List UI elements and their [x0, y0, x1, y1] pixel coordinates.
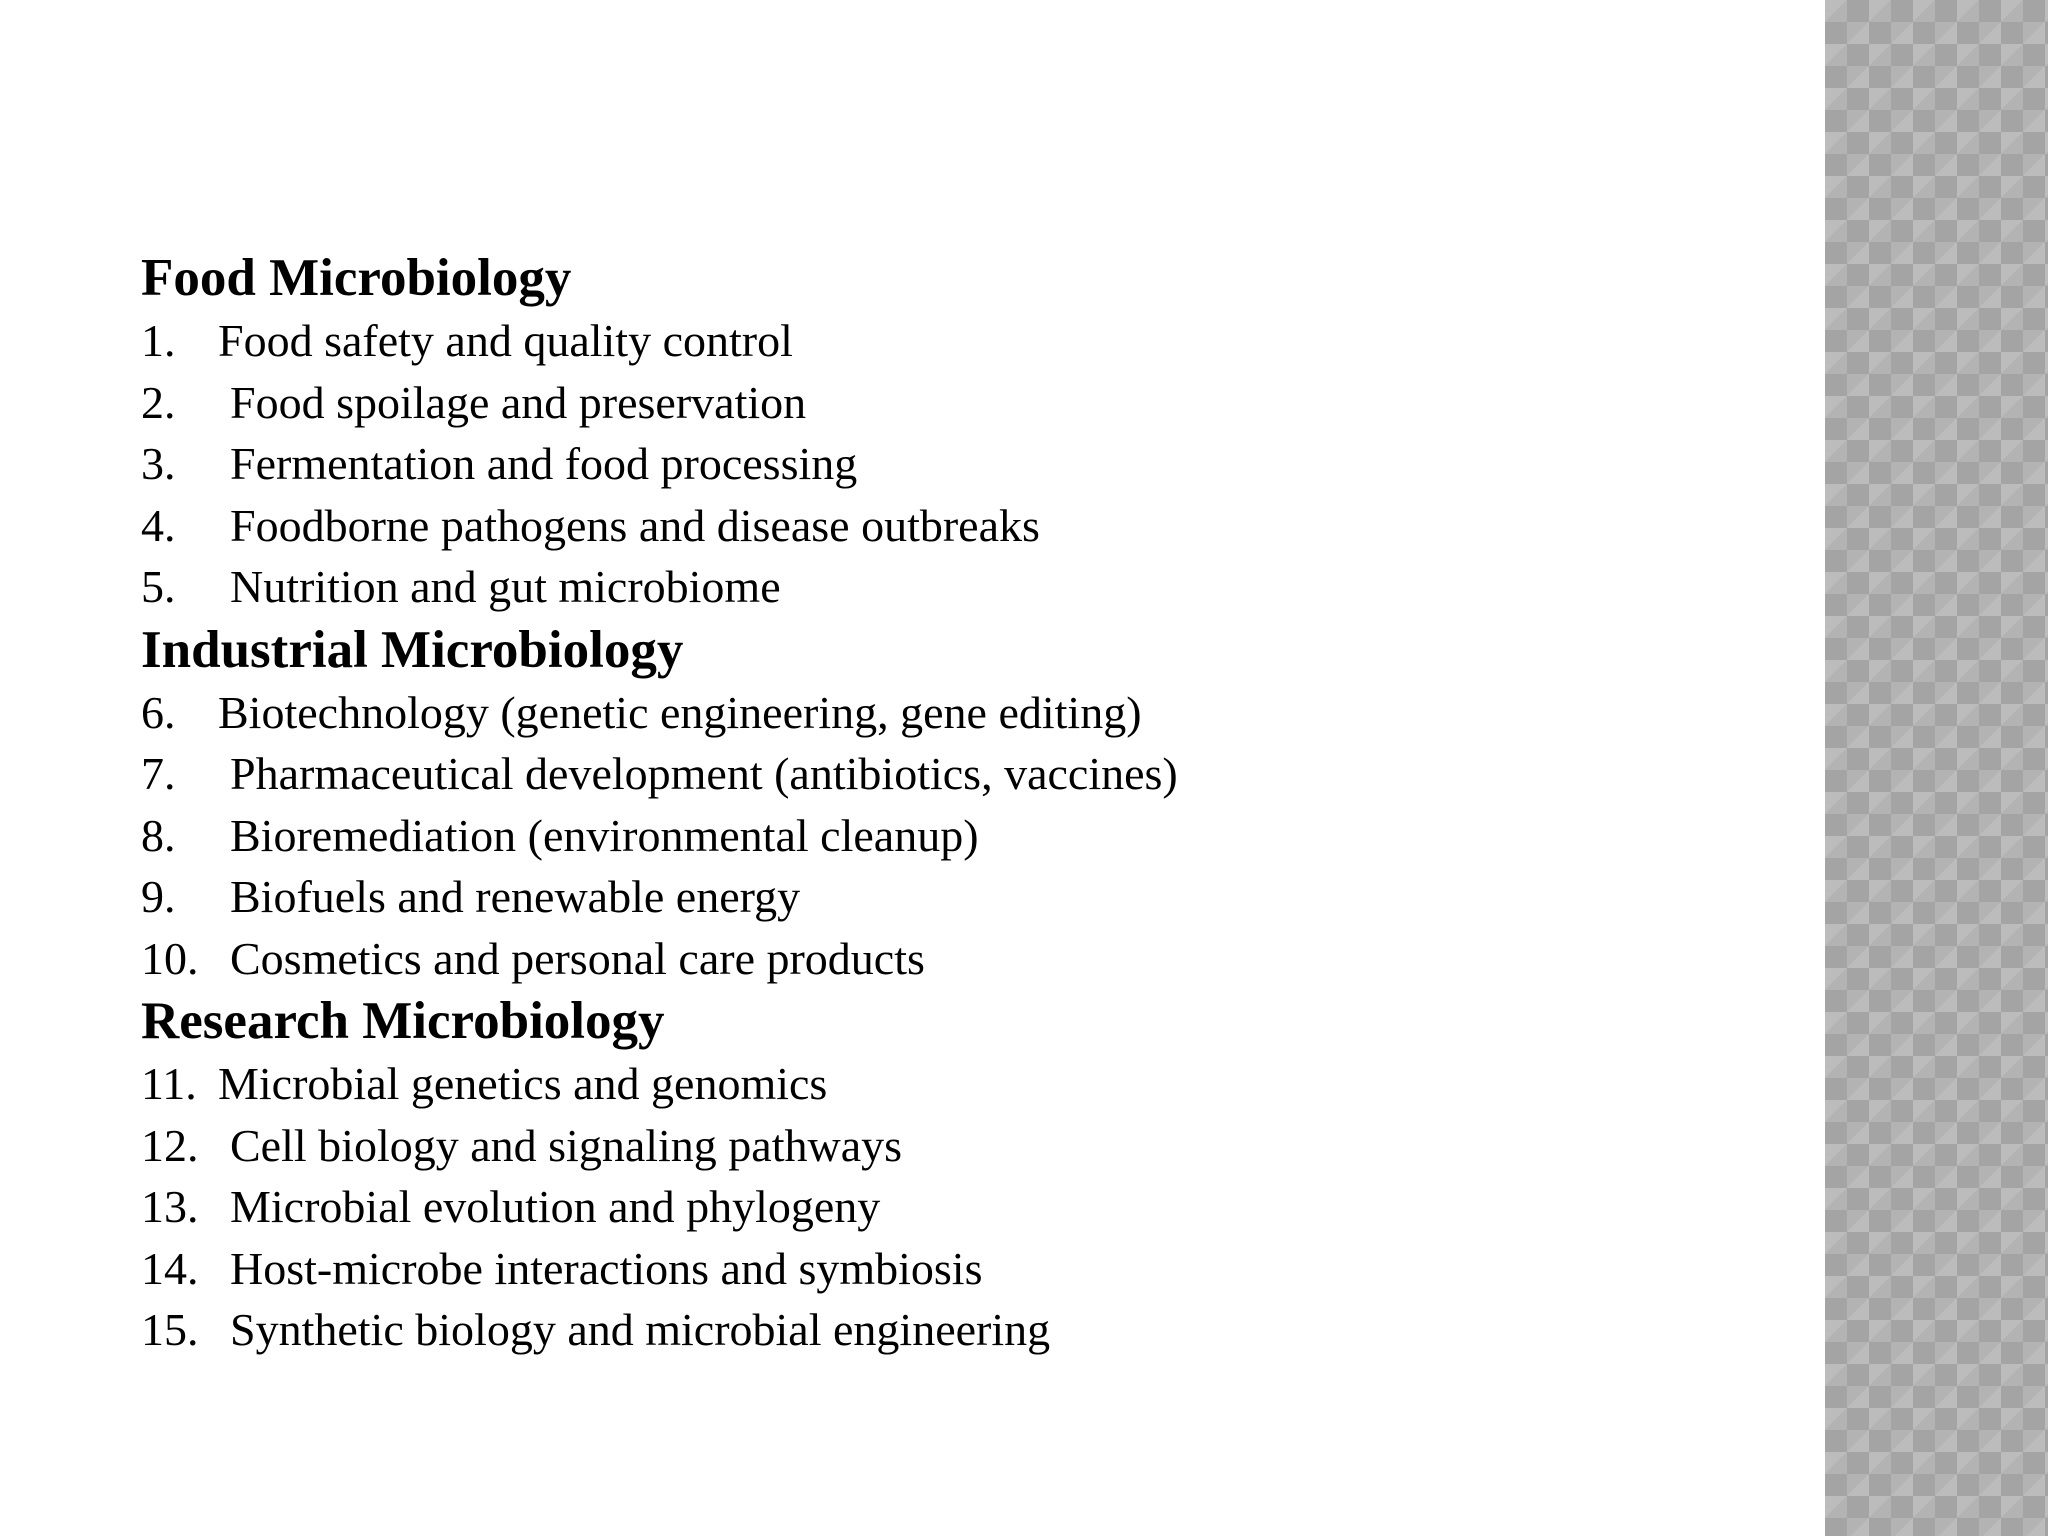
list-item-text: Pharmaceutical development (antibiotics, vaccines) — [230, 748, 1178, 799]
list-item — [141, 1053, 1741, 1115]
section-heading-industrial: Industrial Microbiology — [141, 620, 684, 679]
list-item — [141, 682, 1741, 744]
list-item — [141, 1115, 1741, 1177]
list-item-number: 6. — [141, 686, 176, 738]
list-item-text: Nutrition and gut microbiome — [230, 561, 781, 612]
list-item-number: 9. — [141, 871, 176, 922]
list-item — [141, 556, 1741, 618]
decorative-side-panel — [1825, 0, 2048, 1536]
list-item — [141, 1238, 1741, 1300]
list-item-text: Biotechnology (genetic engineering, gene editing) — [218, 686, 1142, 738]
list-item-number: 7. — [141, 748, 176, 799]
slide-content — [141, 246, 1741, 1361]
list-item-number: 13. — [141, 1181, 199, 1232]
list-item-text: Synthetic biology and microbial engineering — [230, 1304, 1051, 1355]
list-item-number: 4. — [141, 499, 176, 551]
list-item-number: 5. — [141, 561, 176, 612]
list-item — [141, 495, 1741, 557]
list-item — [141, 743, 1741, 805]
list-item-number: 11. — [141, 1058, 197, 1109]
list-item — [141, 310, 1741, 372]
list-item — [141, 1299, 1741, 1361]
list-item-text: Microbial genetics and genomics — [218, 1058, 828, 1109]
section-heading-research: Research Microbiology — [141, 992, 665, 1050]
list-item-number: 14. — [141, 1242, 199, 1294]
list-item-number: 10. — [141, 932, 199, 984]
list-item — [141, 805, 1741, 867]
list-item-text: Foodborne pathogens and disease outbreaks — [230, 499, 1040, 551]
section-heading-food: Food Microbiology — [141, 249, 572, 307]
list-item-text: Cosmetics and personal care products — [230, 932, 925, 984]
list-item-text: Fermentation and food processing — [230, 438, 858, 489]
list-item — [141, 866, 1741, 928]
list-item-number: 2. — [141, 376, 176, 428]
list-item-text: Cell biology and signaling pathways — [230, 1119, 903, 1171]
list-item-number: 8. — [141, 809, 176, 861]
list-item-text: Food safety and quality control — [218, 315, 793, 366]
list-item — [141, 433, 1741, 495]
list-item-text: Biofuels and renewable energy — [230, 871, 801, 922]
list-item-text: Microbial evolution and phylogeny — [230, 1181, 881, 1232]
list-item-text: Host-microbe interactions and symbiosis — [230, 1242, 983, 1294]
list-item — [141, 1176, 1741, 1238]
list-item-number: 15. — [141, 1304, 199, 1355]
list-item — [141, 372, 1741, 434]
list-item-number: 12. — [141, 1119, 199, 1171]
list-item-number: 3. — [141, 438, 176, 489]
list-item-number: 1. — [141, 315, 176, 366]
list-item-text: Bioremediation (environmental cleanup) — [230, 809, 979, 861]
list-item-text: Food spoilage and preservation — [230, 376, 807, 428]
diamond-pattern — [1825, 0, 2048, 1536]
list-item — [141, 928, 1741, 990]
